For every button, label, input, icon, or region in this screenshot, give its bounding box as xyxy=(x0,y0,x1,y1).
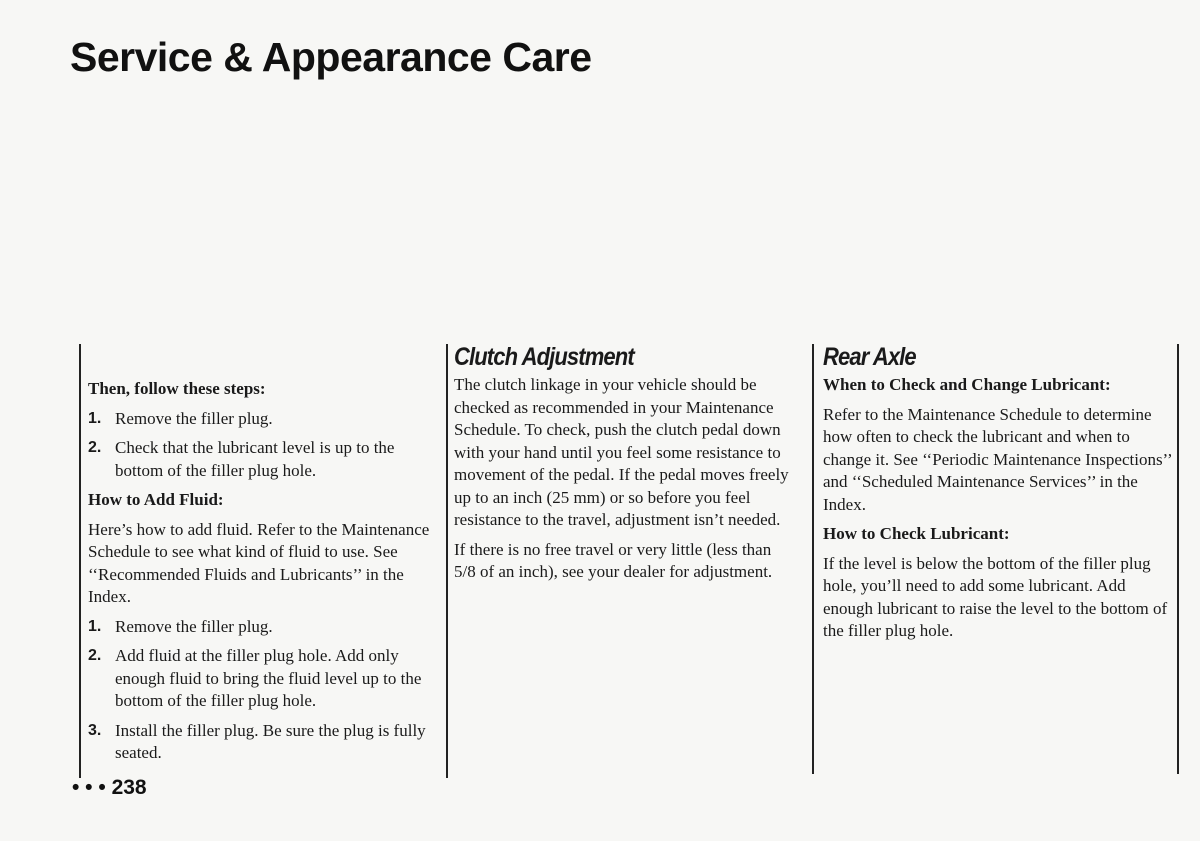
clutch-adjustment-heading: Clutch Adjustment xyxy=(454,343,634,371)
add-fluid-intro: Here’s how to add fluid. Refer to the Maintenance Schedule to see what kind of fluid to use. See ‘‘Recommended Fluids and Lubricants’’ in the Index. xyxy=(88,519,430,606)
how-to-check-heading: How to Check Lubricant: xyxy=(823,524,1010,543)
column-rule-right xyxy=(812,344,814,774)
rear-axle-column xyxy=(823,342,1173,650)
column-rule-far-right xyxy=(1177,344,1179,774)
page-title: Service & Appearance Care xyxy=(70,34,592,80)
add-fluid-heading: How to Add Fluid: xyxy=(88,490,224,509)
column-rule-middle xyxy=(446,344,448,778)
step-text: Install the filler plug. Be sure the plug is fully seated. xyxy=(115,720,426,762)
step-number: 2. xyxy=(88,647,102,664)
step-number: 3. xyxy=(88,721,102,739)
step-text: Remove the filler plug. xyxy=(115,616,273,636)
page-number-dots: • • • xyxy=(72,776,106,799)
add-fluid-steps-list xyxy=(88,616,438,765)
step-number: 1. xyxy=(88,617,102,635)
clutch-column xyxy=(454,342,794,591)
step-text: Check that the lubricant level is up to the bottom of the filler plug hole. xyxy=(115,438,395,480)
list-item xyxy=(88,437,438,482)
rear-axle-heading: Rear Axle xyxy=(823,343,916,371)
clutch-paragraph-free-travel: If there is no free travel or very little (less than 5/8 of an inch), see your dealer for adjustment. xyxy=(454,539,773,581)
page-number-value: 238 xyxy=(111,776,147,799)
check-steps-list xyxy=(88,408,438,483)
step-text: Add fluid at the filler plug hole. Add only enough fluid to bring the fluid level up to the bottom of the filler plug hole. xyxy=(115,646,422,710)
list-item xyxy=(88,645,438,713)
list-item xyxy=(88,616,438,639)
steps-heading: Then, follow these steps: xyxy=(88,379,266,398)
how-to-check-text: If the level is below the bottom of the filler plug hole, you’ll need to add some lubricant. Add enough lubricant to raise the level to the bottom of the filler plug hole. xyxy=(823,553,1168,640)
page-number xyxy=(72,776,147,800)
when-to-check-heading: When to Check and Change Lubricant: xyxy=(823,375,1111,394)
when-to-check-text: Refer to the Maintenance Schedule to determine how often to check the lubricant and when to change it. See ‘‘Periodic Maintenance Inspections’’ and ‘‘Scheduled Maintenance Services’’ in the Index. xyxy=(823,404,1172,514)
list-item xyxy=(88,408,438,431)
step-number: 1. xyxy=(88,409,102,427)
column-rule-left xyxy=(79,344,81,778)
left-column xyxy=(88,378,438,772)
step-number: 2. xyxy=(88,439,102,456)
list-item xyxy=(88,720,438,765)
step-text: Remove the filler plug. xyxy=(115,408,273,428)
clutch-paragraph: The clutch linkage in your vehicle should be checked as recommended in your Maintenance Schedule. To check, push the clutch pedal down with your hand until you feel some resistance to movement of the pedal. If the pedal moves freely up to an inch (25 mm) or so before you feel resistance to the travel, adjustment isn’t needed. xyxy=(454,375,789,529)
